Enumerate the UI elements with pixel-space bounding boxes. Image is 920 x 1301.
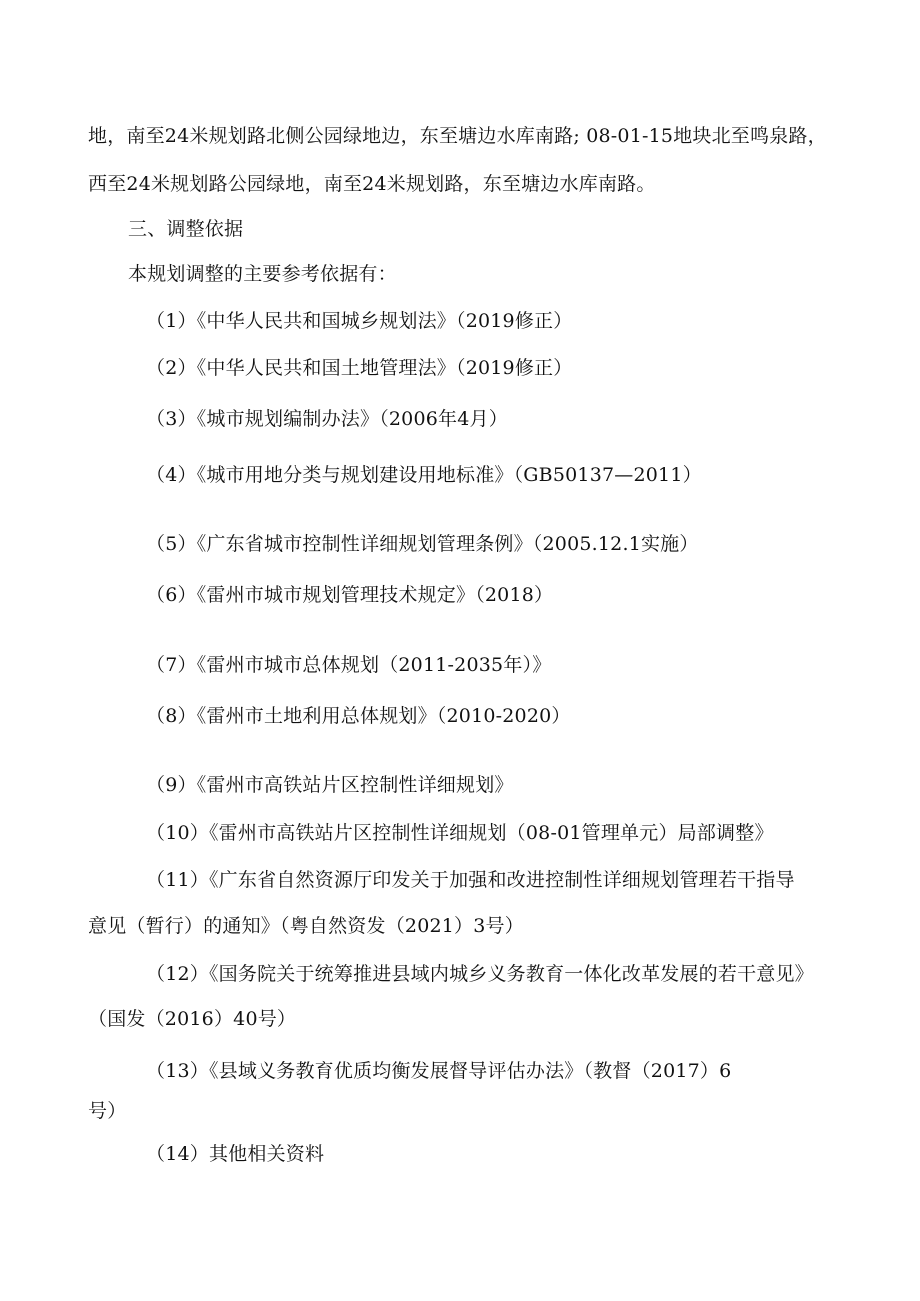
reference-item: （3）《城市规划编制办法》（2006年4月） — [146, 408, 508, 430]
intro-line-1: 地，南至24米规划路北侧公园绿地边，东至塘边水库南路; 08-01-15地块北至鸣泉路， — [88, 125, 827, 147]
reference-item: （1）《中华人民共和国城乡规划法》（2019修正） — [146, 310, 573, 332]
reference-item: （4）《城市用地分类与规划建设用地标准》（GB50137—2011） — [146, 464, 702, 486]
section-heading: 三、调整依据 — [128, 218, 244, 240]
reference-item: （6）《雷州市城市规划管理技术规定》（2018） — [146, 584, 554, 606]
reference-item-continuation: 号） — [88, 1100, 127, 1122]
reference-item: （12）《国务院关于统筹推进县域内城乡义务教育一体化改革发展的若干意见》 — [146, 963, 814, 985]
reference-item: （10）《雷州市高铁站片区控制性详细规划（08-01管理单元）局部调整》 — [146, 822, 774, 844]
intro-line-2: 西至24米规划路公园绿地，南至24米规划路，东至塘边水库南路。 — [88, 173, 656, 195]
reference-item: （8）《雷州市土地利用总体规划》（2010-2020） — [146, 705, 571, 727]
lead-sentence: 本规划调整的主要参考依据有： — [128, 263, 397, 285]
reference-item: （13）《县域义务教育优质均衡发展督导评估办法》（教督（2017）6 — [146, 1060, 732, 1082]
reference-item: （9）《雷州市高铁站片区控制性详细规划》 — [146, 774, 514, 796]
reference-item: （7）《雷州市城市总体规划（2011-2035年）》 — [146, 654, 552, 676]
reference-item: （2）《中华人民共和国土地管理法》（2019修正） — [146, 357, 573, 379]
reference-item-continuation: 意见（暂行）的通知》（粤自然资发（2021）3号） — [88, 915, 524, 937]
reference-item: （11）《广东省自然资源厅印发关于加强和改进控制性详细规划管理若干指导 — [146, 869, 795, 891]
reference-item-continuation: （国发（2016）40号） — [88, 1008, 297, 1030]
reference-item: （5）《广东省城市控制性详细规划管理条例》（2005.12.1实施） — [146, 533, 699, 555]
reference-item: （14）其他相关资料 — [146, 1143, 325, 1165]
